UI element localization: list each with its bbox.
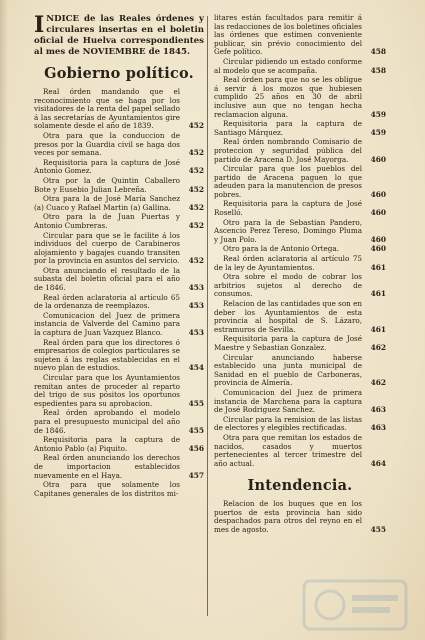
entry-page-number: 456 xyxy=(188,443,204,453)
entry-text: Real órden aclaratoria al artículo 75 de la ley de Ayuntamientos. xyxy=(214,254,362,272)
entry-page-number: 452 xyxy=(188,166,204,176)
entry-text: litares están facultados para remitir á las redacciones de los boletines oficiales las órdenes que estimen conveniente publicar, sin prévio conocimiento del Gefe político. xyxy=(214,13,362,57)
entry-page-number: 460 xyxy=(370,189,386,199)
entry-text: Real órden para que no se les obligue á servir á los mozos que hubiesen cumplido 25 años en 30 de abril inclusive aun que no tengan hecha reclamacion alguna. xyxy=(214,75,362,119)
entry-text: Circular para que se le facilite á los individuos del cuerpo de Carabineros alojamiento y bagajes cuando transiten por la provincia en asuntos del servicio. xyxy=(34,230,180,266)
index-entry xyxy=(34,177,204,194)
index-entry xyxy=(34,374,204,408)
index-entry xyxy=(214,335,386,352)
entry-text: Otro para la de Juan Puertas y Antonio Cumbreras. xyxy=(34,212,180,230)
entry-text: Real órden aclaratoria al artículo 65 de la ordenanza de reemplazos. xyxy=(34,292,180,311)
index-entry xyxy=(214,273,386,299)
index-entry xyxy=(34,88,204,131)
index-entry xyxy=(34,312,204,338)
entry-page-number: 458 xyxy=(370,65,386,75)
index-entry xyxy=(34,132,204,158)
entry-page-number: 461 xyxy=(370,289,386,299)
entry-page-number: 452 xyxy=(188,121,204,131)
entry-text: Real órden anunciando los derechos de importacion establecidos nuevamente en el Haya. xyxy=(34,453,180,480)
left-entry-list xyxy=(34,88,204,498)
entry-page-number: 460 xyxy=(370,208,386,218)
entry-text: Otra sobre el modo de cobrar los arbitrios sujetos al derecho de consumos. xyxy=(214,272,362,299)
library-watermark-stamp xyxy=(300,575,410,635)
entry-page-number: 461 xyxy=(370,262,386,272)
right-column xyxy=(214,14,386,536)
index-entry xyxy=(214,138,386,164)
entry-page-number: 463 xyxy=(370,423,386,433)
entry-text: Requisitoria para la captura de José Roselló. xyxy=(214,199,362,218)
entry-text: Otra por la de Quintin Caballero Bote y Eusebio Julian Lebreña. xyxy=(34,175,180,194)
entry-page-number: 455 xyxy=(370,525,386,535)
entry-text: Requisitoria para la captura de Santiago Márquez. xyxy=(214,119,362,137)
entry-page-number: 452 xyxy=(188,184,204,194)
index-entry xyxy=(214,14,386,57)
index-entry xyxy=(34,436,204,453)
entry-text: Relacion de los buques que en los puertos de esta provincia han sido despachados para otros del reyno en el mes de agosto. xyxy=(214,499,362,535)
index-entry xyxy=(214,120,386,137)
index-entry xyxy=(34,159,204,176)
index-entry xyxy=(34,409,204,435)
entry-page-number: 459 xyxy=(370,109,386,119)
entry-text: Real órden para que los directores ó empresarios de colegios particulares se sujeten á las reglas establecidas en el nuevo plan de estudios. xyxy=(34,337,180,373)
entry-page-number: 459 xyxy=(370,127,386,137)
entry-text: Relacion de las cantidades que son en deber los Ayuntamientos de esta provincia al hospital de S. Lázaro, estramuros de Sevilla. xyxy=(214,299,362,334)
index-entry xyxy=(214,300,386,334)
index-entry xyxy=(214,354,386,388)
entry-page-number: 464 xyxy=(370,458,386,468)
index-entry xyxy=(214,58,386,75)
index-heading xyxy=(34,14,204,58)
entry-page-number: 463 xyxy=(370,405,386,415)
entry-text: Circular pidiendo un estado conforme al modelo que se acompaña. xyxy=(214,56,362,75)
index-entry xyxy=(214,500,386,534)
entry-text: Otra para la de José María Sanchez (a) Cuaco y Rafael Martin (a) Gallina. xyxy=(34,194,180,212)
section-title-gobierno: Gobierno político. xyxy=(44,65,194,82)
index-entry xyxy=(34,213,204,230)
entry-text: Otra para que la conduccion de presos por la Guardia civil se haga dos veces por semana. xyxy=(34,130,180,158)
dropcap-letter: I xyxy=(34,12,45,38)
entry-page-number: 452 xyxy=(188,148,204,158)
entry-text: Circular para que los pueblos del partido de Aracena paguen lo que adeuden para la manutencion de presos pobres. xyxy=(214,164,362,199)
entry-text: Circular para que los Ayuntamientos remitan antes de proceder al reparto del trigo de sus pósitos los oportunos espedientes para su aprobacion. xyxy=(34,373,180,408)
index-entry xyxy=(34,267,204,293)
index-entry xyxy=(214,245,386,254)
index-entry xyxy=(214,165,386,199)
left-column xyxy=(34,14,204,499)
entry-text: Comunicacion del Juez de primera instancia de Valverde del Camino para la captura de Juan Vazquez Blanco. xyxy=(34,310,180,338)
page-edge-shadow xyxy=(0,0,8,640)
index-entry xyxy=(214,255,386,272)
entry-text: Otra para que remitan los estados de nacidos, casados y muertos pertenecientes al tercer trimestre del año actual. xyxy=(214,432,362,468)
entry-text: Otro para la de Antonio Ortega. xyxy=(223,244,339,254)
index-entry xyxy=(34,454,204,480)
entry-page-number: 452 xyxy=(188,256,204,266)
index-entry xyxy=(34,232,204,266)
entry-page-number: 453 xyxy=(188,328,204,338)
index-entry xyxy=(214,219,386,245)
index-entry xyxy=(214,76,386,119)
entry-text: Otra anunciando el resultado de la subasta del boletin oficial para el año de 1846. xyxy=(34,265,180,293)
entry-page-number: 460 xyxy=(370,244,386,254)
entry-text: Requisitoria para la captura de Antonio Pablo (a) Piquito. xyxy=(34,435,180,453)
index-entry xyxy=(34,195,204,212)
entry-text: Requisitoria para la captura de José Antonio Gomez. xyxy=(34,157,180,176)
index-heading-text: NDICE de las Reales órdenes y circulares insertas en el boletin oficial de Huelva correspondientes al mes de NOVIEMBRE de 1845. xyxy=(34,14,204,57)
entry-page-number: 461 xyxy=(370,324,386,334)
entry-page-number: 458 xyxy=(370,47,386,57)
entry-page-number: 452 xyxy=(188,202,204,212)
entry-text: Circular para la remision de las listas de electores y elegibles rectificadas. xyxy=(214,414,362,433)
entry-page-number: 454 xyxy=(188,363,204,373)
index-entry xyxy=(34,339,204,373)
entry-page-number: 460 xyxy=(370,154,386,164)
entry-text: Real órden nombrando Comisario de proteccion y seguridad pública del partido de Aracena D. José Mayorga. xyxy=(214,137,362,164)
intendencia-entry-list xyxy=(214,500,386,534)
entry-text: Otra para que solamente los Capitanes generales de los distritos mi- xyxy=(34,480,180,498)
entry-text: Otro para la de Sebastian Pandero, Ascencio Perez Tereso, Domingo Pluma y Juan Polo. xyxy=(214,217,362,244)
entry-text: Comunicacion del Juez de primera instancia de Marchena para la captura de José Rodriguez Sanchez. xyxy=(214,387,362,415)
entry-page-number: 453 xyxy=(188,283,204,293)
index-entry xyxy=(214,434,386,468)
entry-page-number: 457 xyxy=(188,470,204,480)
entry-page-number: 462 xyxy=(370,342,386,352)
index-entry xyxy=(214,416,386,433)
column-divider xyxy=(207,16,208,616)
entry-text: Requisitoria para la captura de José Maestre y Sebastian Gonzalez. xyxy=(214,334,362,352)
entry-page-number: 455 xyxy=(188,398,204,408)
entry-page-number: 460 xyxy=(370,234,386,244)
entry-text: Real órden aprobando el modelo para el presupuesto municipal del año de 1846. xyxy=(34,408,180,435)
entry-page-number: 462 xyxy=(370,378,386,388)
entry-page-number: 452 xyxy=(188,220,204,230)
entry-page-number: 453 xyxy=(188,301,204,311)
entry-text: Real órden mandando que el reconocimiento que se haga por los visitadores de la renta del papel sellado á las secretarías de Ayuntamientos gire solamente desde el año de 1839. xyxy=(34,87,180,131)
right-entry-list xyxy=(214,14,386,468)
index-entry xyxy=(34,294,204,311)
entry-text: Circular anunciando haberse establecido una junta municipal de Sanidad en el pueblo de Carboneras, provincia de Almería. xyxy=(214,352,362,388)
index-entry xyxy=(214,389,386,415)
index-entry xyxy=(34,481,204,498)
section-title-intendencia: Intendencia. xyxy=(247,477,353,495)
entry-page-number: 455 xyxy=(188,425,204,435)
index-entry xyxy=(214,200,386,217)
